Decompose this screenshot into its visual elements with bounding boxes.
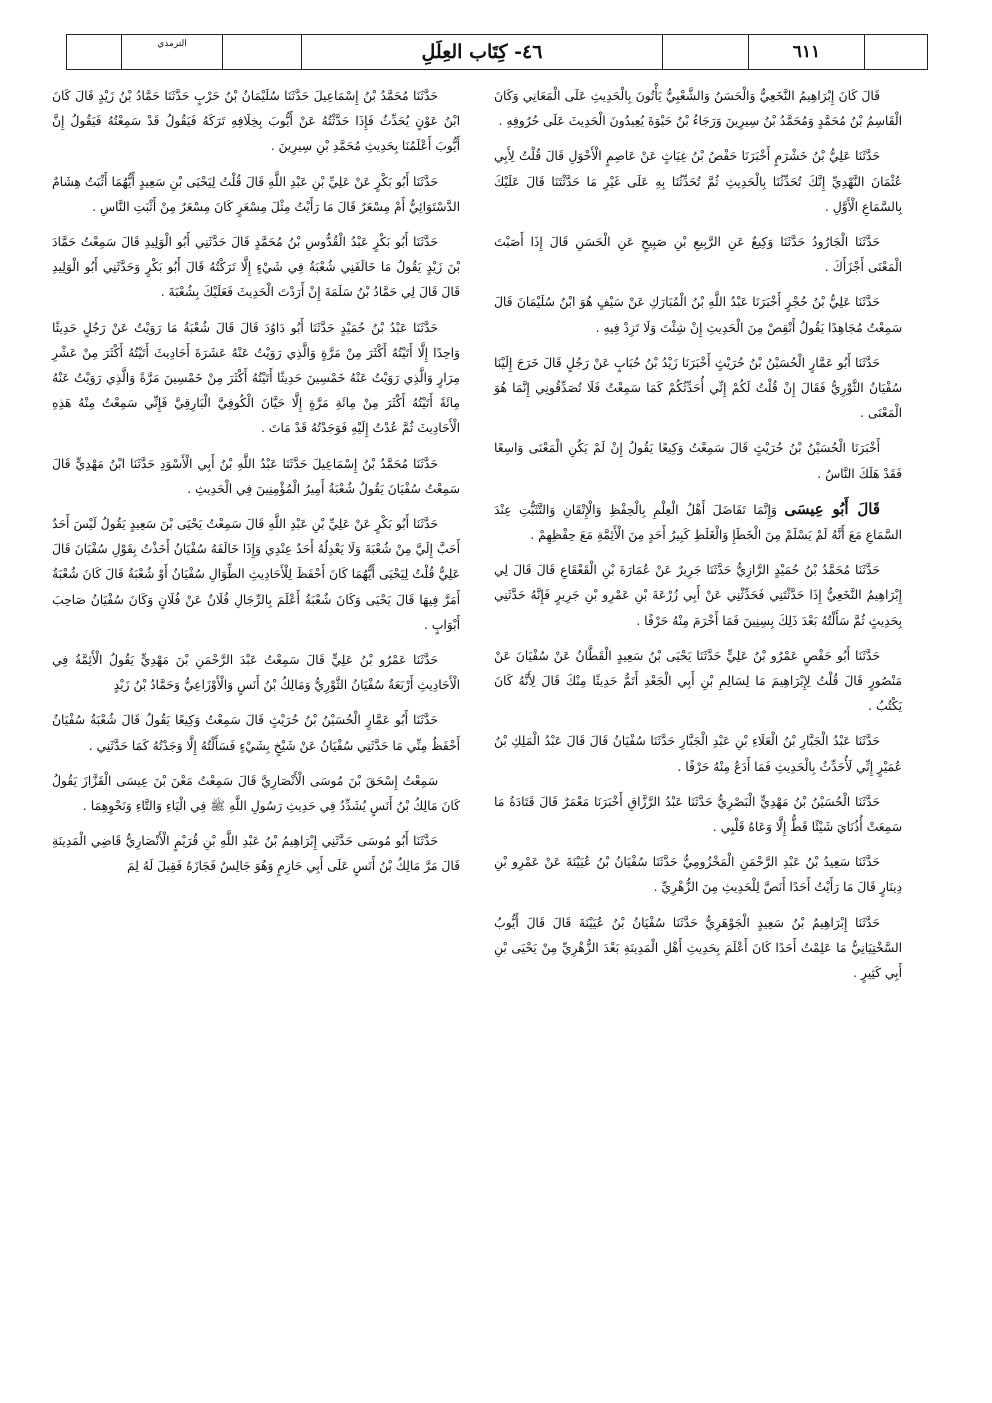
right-text-column (494, 84, 902, 996)
collection-name: الترمذي (121, 35, 222, 69)
hadith-paragraph (52, 512, 460, 638)
paragraph-text: حَدَّثَنَا أَبُو عَمَّارٍ الْحُسَيْنُ بْنُ حُرَيْثٍ قَالَ سَمِعْتُ وَكِيعًا يَقُولُ قَالَ شُعْبَةُ سُفْيَانُ أَحْفَظُ مِنِّي مَا حَدَّثَنِي سُفْيَانُ عَنْ شَيْخٍ بِشَيْءٍ فَسَأَلْتُهُ إِلَّا وَجَدْتُهُ كَمَا حَدَّثَنِي . (52, 713, 460, 753)
hadith-paragraph (494, 351, 902, 427)
hadith-paragraph (494, 144, 902, 220)
paragraph-text: حَدَّثَنَا أَبُو عَمَّارٍ الْحُسَيْنُ بْنُ حُرَيْثٍ أَخْبَرَنَا زَيْدُ بْنُ حُبَابٍ عَنْ رَجُلٍ قَالَ خَرَجَ إِلَيْنَا سُفْيَانُ الثَّوْرِيُّ فَقَالَ إِنْ قُلْتُ لَكُمْ إِنِّي أُحَدِّثُكُمْ كَمَا سَمِعْتُ فَلَا تُصَدِّقُونِي إِنَّمَا هُوَ الْمَعْنَى . (494, 355, 902, 421)
paragraph-text: حَدَّثَنَا الْحُسَيْنُ بْنُ مَهْدِيٍّ الْبَصْرِيُّ حَدَّثَنَا عَبْدُ الرَّزَّاقِ أَخْبَرَنَا مَعْمَرٌ قَالَ قَتَادَةُ مَا سَمِعَتْ أُذُنَايَ شَيْئًا قَطُّ إِلَّا وَعَاهُ قَلْبِي . (494, 794, 902, 835)
paragraph-lead: قَالَ أَبُو عِيسَى (784, 499, 880, 518)
paragraph-text: حَدَّثَنَا أَبُو بَكْرٍ عَنْ عَلِيِّ بْنِ عَبْدِ اللَّهِ قَالَ سَمِعْتُ يَحْيَى بْنَ سَعِيدٍ يَقُولُ لَيْسَ أَحَدٌ أَحَبَّ إِلَيَّ مِنْ شُعْبَةَ وَلَا يَعْدِلُهُ أَحَدٌ عِنْدِي وَإِذَا خَالَفَهُ سُفْيَانُ أَخَذْتُ بِقَوْلِ سُفْيَانَ قَالَ عَلِيٌّ قُلْتُ لِيَحْيَى أَيُّهُمَا كَانَ أَحْفَظَ لِلْأَحَادِيثِ الطِّوَالِ سُفْيَانُ أَوْ شُعْبَةُ قَالَ كَانَ شُعْبَةُ أَمَرَّ فِيهَا قَالَ يَحْيَى وَكَانَ شُعْبَةُ أَعْلَمَ بِالرِّجَالِ فُلَانٌ عَنْ فُلَانٍ وَكَانَ سُفْيَانُ صَاحِبَ أَبْوَابٍ . (52, 517, 460, 632)
hadith-paragraph (52, 316, 460, 442)
paragraph-text: حَدَّثَنَا مُحَمَّدُ بْنُ إِسْمَاعِيلَ حَدَّثَنَا عَبْدُ اللَّهِ بْنُ أَبِي الْأَسْوَدِ حَدَّثَنَا ابْنُ مَهْدِيٍّ قَالَ سَمِعْتُ سُفْيَانَ يَقُولُ شُعْبَةُ أَمِيرُ الْمُؤْمِنِينَ فِي الْحَدِيثِ . (52, 456, 460, 496)
paragraph-text: حَدَّثَنَا سَعِيدُ بْنُ عَبْدِ الرَّحْمَنِ الْمَخْزُومِيُّ حَدَّثَنَا سُفْيَانُ بْنُ عُيَيْنَةَ عَنْ عَمْرِو بْنِ دِينَارٍ قَالَ مَا رَأَيْتُ أَحَدًا أَنَصَّ لِلْحَدِيثِ مِنَ الزُّهْرِيِّ . (494, 855, 902, 895)
paragraph-text: حَدَّثَنَا عَبْدُ بْنُ حُمَيْدٍ حَدَّثَنَا أَبُو دَاوُدَ قَالَ قَالَ شُعْبَةُ مَا رَوَيْتُ عَنْ رَجُلٍ حَدِيثًا وَاحِدًا إِلَّا أَتَيْتُهُ أَكْثَرَ مِنْ مَرَّةٍ وَالَّذِي رَوَيْتُ عَنْهُ عَشَرَةَ أَحَادِيثَ أَتَيْتُهُ أَكْثَرَ مِنْ عَشْرِ مِرَارٍ وَالَّذِي رَوَيْتُ عَنْهُ خَمْسِينَ حَدِيثًا أَتَيْتُهُ أَكْثَرَ مِنْ خَمْسِينَ مَرَّةً وَالَّذِي رَوَيْتُ عَنْهُ مِائَةً أَتَيْتُهُ أَكْثَرَ مِنْ مِائَةِ مَرَّةٍ إِلَّا حَيَّانَ الْكُوفِيَّ الْبَارِقِيَّ فَإِنِّي سَمِعْتُ مِنْهُ هَذِهِ الْأَحَادِيثَ ثُمَّ عُدْتُ إِلَيْهِ فَوَجَدْتُهُ قَدْ مَاتَ . (52, 320, 460, 436)
paragraph-text: سَمِعْتُ إِسْحَقَ بْنَ مُوسَى الْأَنْصَارِيَّ قَالَ سَمِعْتُ مَعْنَ بْنَ عِيسَى الْقَزَّازَ يَقُولُ كَانَ مَالِكُ بْنُ أَنَسٍ يُشَدِّدُ فِي حَدِيثِ رَسُولِ اللَّهِ ﷺ فِي الْيَاءِ وَالتَّاءِ وَنَحْوِهِمَا . (52, 773, 460, 814)
header-edge-left (67, 35, 121, 69)
hadith-paragraph (494, 729, 902, 779)
header-spacer-left (222, 35, 301, 69)
paragraph-text: أَخْبَرَنَا الْحُسَيْنُ بْنُ حُرَيْثٍ قَالَ سَمِعْتُ وَكِيعًا يَقُولُ إِنْ لَمْ يَكُنِ الْمَعْنَى وَاسِعًا فَقَدْ هَلَكَ النَّاسُ . (494, 441, 902, 481)
hadith-paragraph (494, 497, 902, 548)
page-header (66, 34, 928, 70)
hadith-paragraph (52, 170, 460, 220)
paragraph-text: حَدَّثَنَا أَبُو بَكْرٍ عَبْدُ الْقُدُّوسِ بْنُ مُحَمَّدٍ قَالَ حَدَّثَنِي أَبُو الْوَلِيدِ قَالَ سَمِعْتُ حَمَّادَ بْنَ زَيْدٍ يَقُولُ مَا خَالَفَنِي شُعْبَةُ فِي شَيْءٍ إِلَّا تَرَكْتُهُ قَالَ أَبُو بَكْرٍ وَحَدَّثَنِي أَبُو الْوَلِيدِ قَالَ قَالَ لِي حَمَّادُ بْنُ سَلَمَةَ إِنْ أَرَدْتَ الْحَدِيثَ فَعَلَيْكَ بِشُعْبَةَ . (52, 235, 460, 300)
hadith-paragraph (52, 452, 460, 502)
hadith-paragraph (52, 829, 460, 879)
header-edge-right (864, 35, 927, 69)
hadith-paragraph (494, 290, 902, 340)
paragraph-text: حَدَّثَنَا إِبْرَاهِيمُ بْنُ سَعِيدٍ الْجَوْهَرِيُّ حَدَّثَنَا سُفْيَانُ بْنُ عُيَيْنَةَ قَالَ قَالَ أَيُّوبُ السَّخْتِيَانِيُّ مَا عَلِمْتُ أَحَدًا كَانَ أَعْلَمَ بِحَدِيثِ أَهْلِ الْمَدِينَةِ بَعْدَ الزُّهْرِيِّ مِنْ يَحْيَى بْنِ أَبِي كَثِيرٍ . (494, 915, 902, 981)
paragraph-text: حَدَّثَنَا عَلِيُّ بْنُ خَشْرَمٍ أَخْبَرَنَا حَفْصُ بْنُ غِيَاثٍ عَنْ عَاصِمٍ الْأَحْوَلِ قَالَ قُلْتُ لِأَبِي عُثْمَانَ النَّهْدِيِّ إِنَّكَ تُحَدِّثُنَا بِالْحَدِيثِ ثُمَّ تُحَدِّثُنَا بِهِ عَلَى غَيْرِ مَا حَدَّثْتَنَا قَالَ عَلَيْكَ بِالسَّمَاعِ الْأَوَّلِ . (494, 149, 902, 214)
paragraph-text: حَدَّثَنَا أَبُو بَكْرٍ عَنْ عَلِيِّ بْنِ عَبْدِ اللَّهِ قَالَ قُلْتُ لِيَحْيَى بْنِ سَعِيدٍ أَيُّهُمَا أَثْبَتُ هِشَامٌ الدَّسْتَوَائِيُّ أَمْ مِسْعَرٌ قَالَ مَا رَأَيْتُ مِثْلَ مِسْعَرٍ كَانَ مِسْعَرٌ مِنْ أَثْبَتِ النَّاسِ . (52, 174, 460, 214)
paragraph-text: قَالَ كَانَ إِبْرَاهِيمُ النَّخَعِيُّ وَالْحَسَنُ وَالشَّعْبِيُّ يَأْتُونَ بِالْحَدِيثِ عَلَى الْمَعَانِي وَكَانَ الْقَاسِمُ بْنُ مُحَمَّدٍ وَمُحَمَّدُ بْنُ سِيرِينَ وَرَجَاءُ بْنُ حَيْوَةَ يُعِيدُونَ الْحَدِيثَ عَلَى حُرُوفِهِ . (494, 89, 902, 129)
paragraph-text: حَدَّثَنَا مُحَمَّدُ بْنُ إِسْمَاعِيلَ حَدَّثَنَا سُلَيْمَانُ بْنُ حَرْبٍ حَدَّثَنَا حَمَّادُ بْنُ زَيْدٍ قَالَ كَانَ ابْنُ عَوْنٍ يُحَدِّثُ فَإِذَا حَدَّثْتُهُ عَنْ أَيُّوبَ بِخِلَافِهِ تَرَكَهُ فَيَقُولُ قَدْ سَمِعْتُهُ فَيَقُولُ إِنَّ أَيُّوبَ أَعْلَمُنَا بِحَدِيثِ مُحَمَّدِ بْنِ سِيرِينَ . (52, 89, 460, 154)
hadith-paragraph (494, 558, 902, 634)
paragraph-text: حَدَّثَنَا أَبُو حَفْصٍ عَمْرُو بْنُ عَلِيٍّ حَدَّثَنَا يَحْيَى بْنُ سَعِيدٍ الْقَطَّانُ عَنْ سُفْيَانَ عَنْ مَنْصُورٍ قَالَ قُلْتُ لِإِبْرَاهِيمَ مَا لِسَالِمِ بْنِ أَبِي الْجَعْدِ أَتَمُّ حَدِيثًا مِنْكَ قَالَ لِأَنَّهُ كَانَ يَكْتُبُ . (494, 648, 902, 714)
hadith-paragraph (494, 436, 902, 486)
paragraph-text: حَدَّثَنَا عَلِيُّ بْنُ حُجْرٍ أَخْبَرَنَا عَبْدُ اللَّهِ بْنُ الْمُبَارَكِ عَنْ سَيْفٍ هُوَ ابْنُ سُلَيْمَانَ قَالَ سَمِعْتُ مُجَاهِدًا يَقُولُ أَنْقِصْ مِنَ الْحَدِيثِ إِنْ شِئْتَ وَلَا تَزِدْ فِيهِ . (494, 295, 902, 335)
hadith-paragraph (494, 84, 902, 134)
paragraph-text: حَدَّثَنَا الْجَارُودُ حَدَّثَنَا وَكِيعٌ عَنِ الرَّبِيعِ بْنِ صَبِيحٍ عَنِ الْحَسَنِ قَالَ إِذَا أَصَبْتَ الْمَعْنَى أَجْزَأَكَ . (494, 235, 902, 275)
paragraph-text: حَدَّثَنَا أَبُو مُوسَى حَدَّثَنِي إِبْرَاهِيمُ بْنُ عَبْدِ اللَّهِ بْنِ قُرَيْمٍ الْأَنْصَارِيُّ قَاضِي الْمَدِينَةِ قَالَ مَرَّ مَالِكُ بْنُ أَنَسٍ عَلَى أَبِي حَازِمٍ وَهُوَ جَالِسٌ فَجَازَهُ فَقِيلَ لَهُ لِمَ (52, 834, 460, 874)
hadith-paragraph (52, 230, 460, 306)
paragraph-text: حَدَّثَنَا عَبْدُ الْجَبَّارِ بْنُ الْعَلَاءِ بْنِ عَبْدِ الْجَبَّارِ حَدَّثَنَا سُفْيَانُ قَالَ قَالَ عَبْدُ الْمَلِكِ بْنُ عُمَيْرٍ إِنِّي لَأُحَدِّثُ بِالْحَدِيثِ فَمَا أَدَعُ مِنْهُ حَرْفًا . (494, 734, 902, 774)
hadith-paragraph (494, 644, 902, 720)
header-spacer-right (662, 35, 748, 69)
page-number: ٦١١ (748, 35, 864, 69)
paragraph-text: وَإِنَّمَا تَفَاضَلَ أَهْلُ الْعِلْمِ بِالْحِفْظِ وَالْإِتْقَانِ وَالتَّثَبُّتِ عِنْدَ السَّمَاعِ مَعَ أَنَّهُ لَمْ يَسْلَمْ مِنَ الْخَطَإِ وَالْغَلَطِ كَبِيرُ أَحَدٍ مِنَ الْأَئِمَّةِ مَعَ حِفْظِهِمْ . (494, 502, 902, 543)
left-text-column (52, 84, 460, 890)
book-title: ٤٦- كِتَاب العِلَلِ (301, 35, 662, 69)
hadith-paragraph (494, 230, 902, 280)
hadith-paragraph (52, 648, 460, 698)
hadith-paragraph (494, 790, 902, 840)
paragraph-text: حَدَّثَنَا مُحَمَّدُ بْنُ حُمَيْدٍ الرَّازِيُّ حَدَّثَنَا جَرِيرٌ عَنْ عُمَارَةَ بْنِ الْقَعْقَاعِ قَالَ قَالَ لِي إِبْرَاهِيمُ النَّخَعِيُّ إِذَا حَدَّثْتَنِي فَحَدِّثْنِي عَنْ أَبِي زُرْعَةَ بْنِ عَمْرِو بْنِ جَرِيرٍ فَإِنَّهُ حَدَّثَنِي بِحَدِيثٍ ثُمَّ سَأَلْتُهُ بَعْدَ ذَلِكَ بِسِنِينَ فَمَا أَخْرَمَ مِنْهُ حَرْفًا . (494, 563, 902, 628)
hadith-paragraph (494, 911, 902, 987)
hadith-paragraph (494, 850, 902, 900)
hadith-paragraph (52, 769, 460, 819)
paragraph-text: حَدَّثَنَا عَمْرُو بْنُ عَلِيٍّ قَالَ سَمِعْتُ عَبْدَ الرَّحْمَنِ بْنَ مَهْدِيٍّ يَقُولُ الْأَئِمَّةُ فِي الْأَحَادِيثِ أَرْبَعَةٌ سُفْيَانُ الثَّوْرِيُّ وَمَالِكُ بْنُ أَنَسٍ وَالْأَوْزَاعِيُّ وَحَمَّادُ بْنُ زَيْدٍ (52, 653, 460, 693)
hadith-paragraph (52, 84, 460, 160)
hadith-paragraph (52, 708, 460, 758)
